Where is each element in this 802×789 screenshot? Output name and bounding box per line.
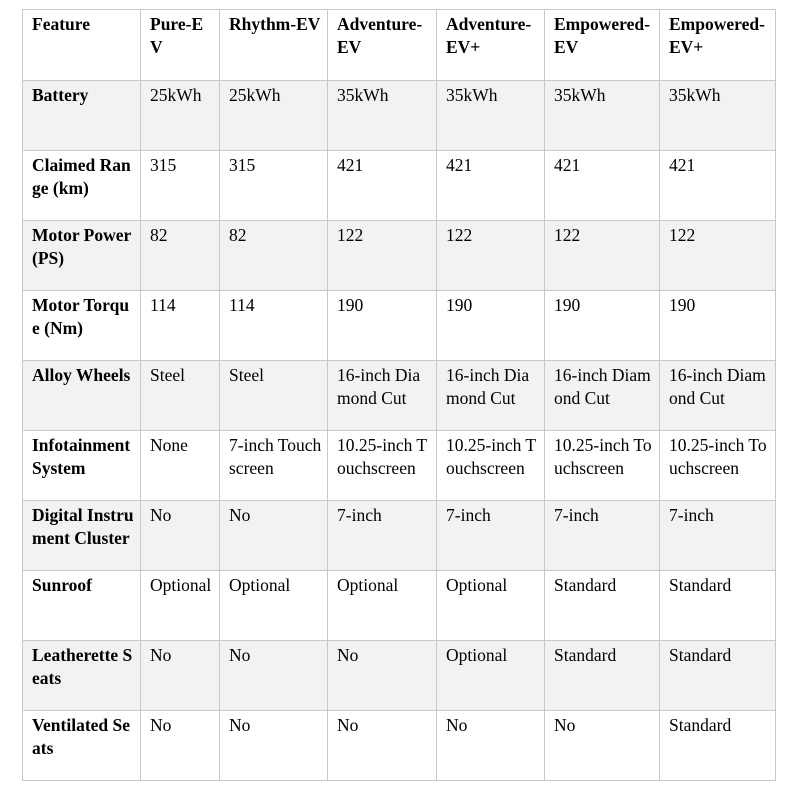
table-cell: Optional — [437, 571, 545, 641]
header-cell-feature: Feature — [23, 10, 141, 81]
table-cell: Standard — [660, 641, 776, 711]
table-cell: 7-inch — [328, 501, 437, 571]
table-cell: No — [220, 711, 328, 781]
table-cell: 122 — [328, 221, 437, 291]
table-row-claimed-range — [23, 151, 776, 221]
table-cell: 35kWh — [545, 81, 660, 151]
table-cell: 82 — [141, 221, 220, 291]
table-cell: 190 — [660, 291, 776, 361]
row-label: Alloy Wheels — [23, 361, 141, 431]
table-cell: 82 — [220, 221, 328, 291]
table-cell: Optional — [220, 571, 328, 641]
table-row-battery — [23, 81, 776, 151]
table-cell: Standard — [660, 711, 776, 781]
table-cell: 25kWh — [220, 81, 328, 151]
table-cell: 122 — [545, 221, 660, 291]
table-row-ventilated-seats — [23, 711, 776, 781]
table-cell: 122 — [660, 221, 776, 291]
table-cell: 7-inch — [545, 501, 660, 571]
table-cell: 7-inch Touchscreen — [220, 431, 328, 501]
row-label: Claimed Range (km) — [23, 151, 141, 221]
table-cell: Optional — [437, 641, 545, 711]
row-label: Motor Torque (Nm) — [23, 291, 141, 361]
table-row-sunroof — [23, 571, 776, 641]
table-cell: 421 — [437, 151, 545, 221]
feature-comparison-table — [22, 9, 776, 781]
table-cell: 114 — [220, 291, 328, 361]
table-cell: Standard — [545, 571, 660, 641]
table-cell: 16-inch Diamond Cut — [545, 361, 660, 431]
table-cell: 421 — [328, 151, 437, 221]
table-cell: 190 — [328, 291, 437, 361]
header-cell-adventure-ev: Adventure-EV — [328, 10, 437, 81]
table-cell: No — [141, 641, 220, 711]
table-cell: No — [328, 641, 437, 711]
table-cell: Optional — [328, 571, 437, 641]
table-cell: 114 — [141, 291, 220, 361]
table-cell: No — [220, 641, 328, 711]
table-row-alloy-wheels — [23, 361, 776, 431]
table-row-motor-torque — [23, 291, 776, 361]
table-cell: 10.25-inch Touchscreen — [437, 431, 545, 501]
table-cell: 421 — [545, 151, 660, 221]
table-cell: 10.25-inch Touchscreen — [545, 431, 660, 501]
header-cell-rhythm-ev: Rhythm-EV — [220, 10, 328, 81]
table-cell: 35kWh — [328, 81, 437, 151]
table-row-leatherette-seats — [23, 641, 776, 711]
table-header-row — [23, 10, 776, 81]
table-cell: No — [141, 501, 220, 571]
table-cell: Standard — [660, 571, 776, 641]
table-cell: No — [220, 501, 328, 571]
header-cell-empowered-ev: Empowered-EV — [545, 10, 660, 81]
row-label: Leatherette Seats — [23, 641, 141, 711]
table-cell: 315 — [141, 151, 220, 221]
table-row-infotainment-system — [23, 431, 776, 501]
table-cell: 10.25-inch Touchscreen — [660, 431, 776, 501]
table-cell: 16-inch Diamond Cut — [437, 361, 545, 431]
row-label: Digital Instrument Cluster — [23, 501, 141, 571]
table-cell: None — [141, 431, 220, 501]
header-cell-pure-ev: Pure-EV — [141, 10, 220, 81]
table-cell: 122 — [437, 221, 545, 291]
table-cell: 315 — [220, 151, 328, 221]
table-cell: 10.25-inch Touchscreen — [328, 431, 437, 501]
table-cell: 16-inch Diamond Cut — [328, 361, 437, 431]
table-cell: 190 — [437, 291, 545, 361]
header-cell-empowered-ev-plus: Empowered-EV+ — [660, 10, 776, 81]
table-cell: 7-inch — [437, 501, 545, 571]
table-row-digital-instrument-cluster — [23, 501, 776, 571]
row-label: Ventilated Seats — [23, 711, 141, 781]
table-cell: No — [437, 711, 545, 781]
row-label: Battery — [23, 81, 141, 151]
row-label: Motor Power (PS) — [23, 221, 141, 291]
table-cell: Steel — [220, 361, 328, 431]
row-label: Infotainment System — [23, 431, 141, 501]
table-cell: 16-inch Diamond Cut — [660, 361, 776, 431]
table-row-motor-power — [23, 221, 776, 291]
row-label: Sunroof — [23, 571, 141, 641]
table-cell: 421 — [660, 151, 776, 221]
table-cell: Standard — [545, 641, 660, 711]
table-cell: 190 — [545, 291, 660, 361]
header-cell-adventure-ev-plus: Adventure-EV+ — [437, 10, 545, 81]
table-cell: 7-inch — [660, 501, 776, 571]
table-cell: No — [545, 711, 660, 781]
table-cell: No — [141, 711, 220, 781]
table-cell: 35kWh — [437, 81, 545, 151]
table-cell: 35kWh — [660, 81, 776, 151]
table-cell: 25kWh — [141, 81, 220, 151]
table-cell: Steel — [141, 361, 220, 431]
table-cell: Optional — [141, 571, 220, 641]
table-cell: No — [328, 711, 437, 781]
